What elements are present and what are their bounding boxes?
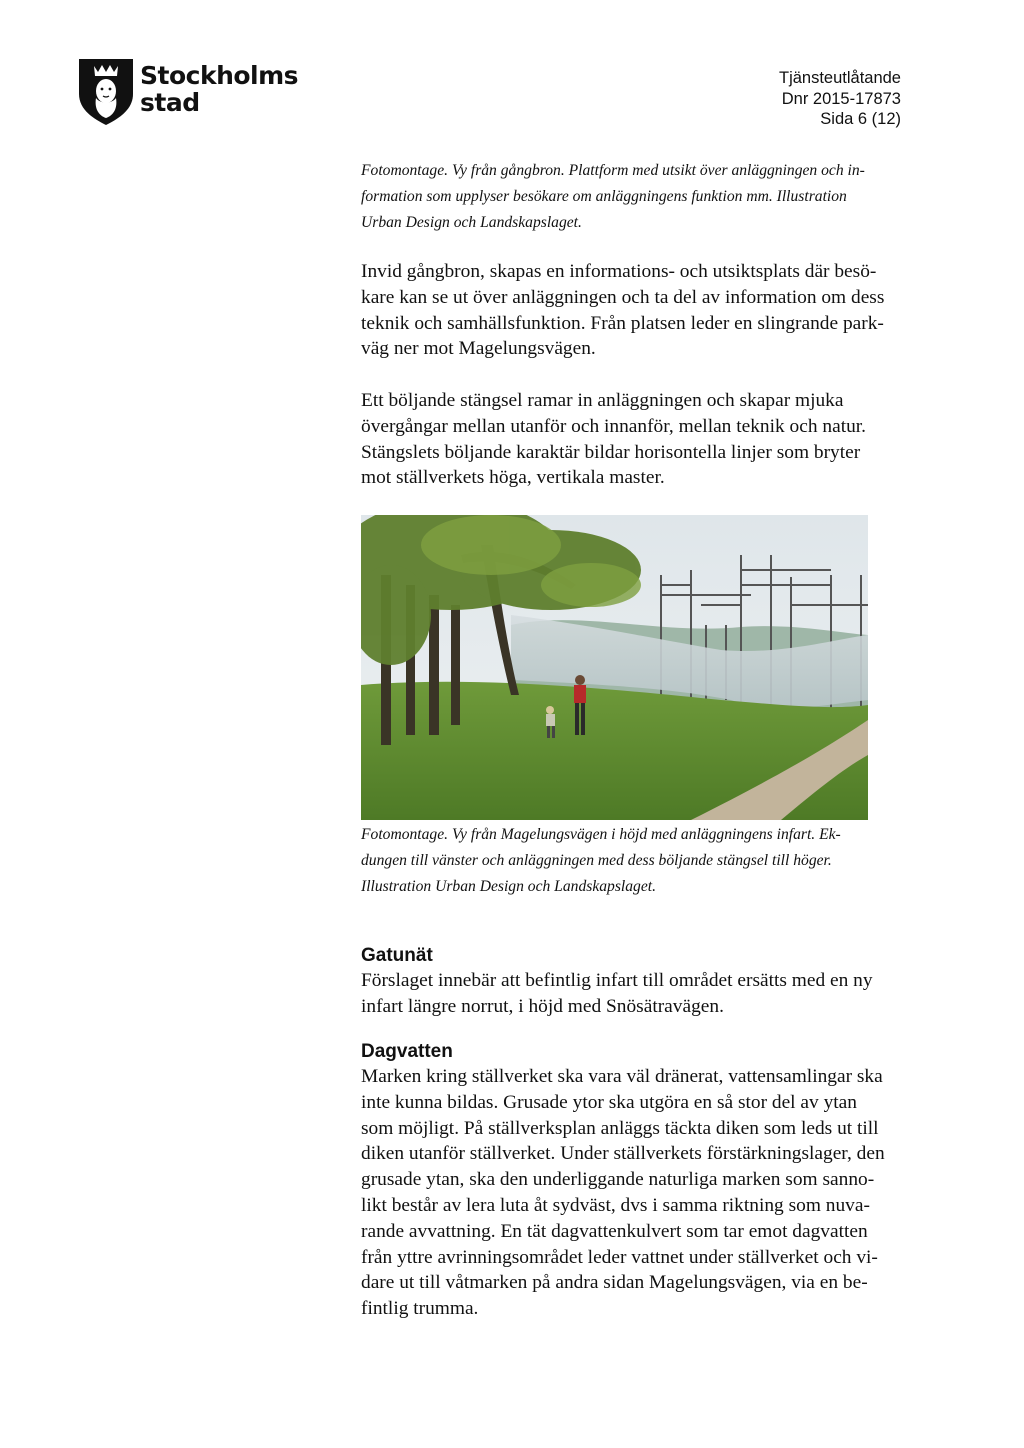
caption-line: dungen till vänster och anläggningen med dess böljande stängsel till höger. [361, 851, 832, 869]
text-line: mot ställverkets höga, vertikala master. [361, 467, 665, 489]
text-line: som möjligt. På ställverksplan anläggs täckta diken som leds ut till [361, 1117, 879, 1139]
section-heading: Dagvatten [361, 1041, 453, 1062]
section-dagvatten [361, 1040, 921, 1322]
doc-number: Dnr 2015-17873 [781, 89, 901, 108]
text-line: väg ner mot Magelungsvägen. [361, 338, 596, 360]
caption-line: Illustration Urban Design och Landskapslaget. [361, 877, 656, 895]
text-line: dare ut till våtmarken på andra sidan Magelungsvägen, via en be- [361, 1272, 868, 1294]
stockholm-stad-logo [78, 58, 299, 126]
caption-top [361, 158, 921, 235]
doc-type: Tjänsteutlåtande [778, 69, 901, 87]
page-number: Sida 6 (12) [820, 110, 901, 128]
text-line: övergångar mellan utanför och innanför, mellan teknik och natur. [361, 415, 867, 437]
text-line: Stängslets böljande karaktär bildar horisontella linjer som bryter [361, 441, 861, 463]
document-meta [779, 68, 901, 130]
section-heading: Gatunät [361, 945, 433, 966]
text-line: fintlig trumma. [361, 1298, 479, 1320]
caption-line: formation som upplyser besökare om anläggningens funktion mm. Illustration [361, 187, 847, 205]
text-line: diken utanför ställverket. Under ställverkets förstärkningslager, den [361, 1143, 885, 1165]
logo-line-stad: stad [140, 88, 200, 117]
photomontage-illustration [361, 515, 868, 820]
text-line: likt består av lera luta åt sydväst, dvs i samma riktning som nuva- [361, 1194, 870, 1216]
paragraph-utsiktsplats [361, 259, 921, 362]
logo-wordmark [140, 62, 298, 116]
text-line: rande avvattning. En tät dagvattenkulvert som tar emot dagvatten [361, 1220, 868, 1242]
text-line: inte kunna bildas. Grusade ytor ska utgöra en så stor del av ytan [361, 1091, 857, 1113]
caption-line: Fotomontage. Vy från gångbron. Plattform med utsikt över anläggningen och in- [361, 162, 865, 179]
photomontage-image [361, 515, 868, 820]
text-line: Förslaget innebär att befintlig infart till området ersätts med en ny [361, 970, 873, 991]
caption-line: Fotomontage. Vy från Magelungsvägen i höjd med anläggningens infart. Ek- [361, 826, 841, 843]
text-line: teknik och samhällsfunktion. Från platsen leder en slingrande park- [361, 312, 884, 334]
text-line: Ett böljande stängsel ramar in anläggningen och skapar mjuka [361, 390, 844, 411]
stockholm-crest-icon [78, 58, 134, 126]
logo-line-stockholms: Stockholms [140, 61, 299, 90]
text-line: kare kan se ut över anläggningen och ta del av information om dess [361, 286, 885, 308]
caption-line: Urban Design och Landskapslaget. [361, 213, 582, 231]
text-line: infart längre norrut, i höjd med Snösätravägen. [361, 995, 724, 1017]
section-gatunat [361, 944, 921, 1020]
text-line: grusade ytan, ska den underliggande naturliga marken som sanno- [361, 1169, 875, 1191]
text-line: från yttre avrinningsområdet leder vattnet under ställverket och vi- [361, 1246, 878, 1268]
caption-photo [361, 822, 921, 899]
text-line: Marken kring ställverket ska vara väl dränerat, vattensamlingar ska [361, 1066, 883, 1087]
paragraph-stangsel [361, 388, 921, 491]
text-line: Invid gångbron, skapas en informations- och utsiktsplats där besö- [361, 261, 877, 282]
